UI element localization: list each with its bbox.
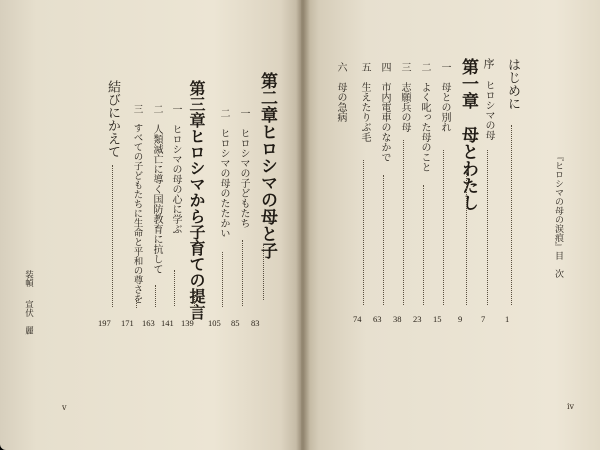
toc-entry-ch3-3[interactable]: 三 すべての子どもたちに生命と平和の尊さを (131, 104, 143, 304)
leader-dots (222, 252, 223, 307)
leader-dots (487, 150, 488, 305)
credit-name: 宣伏 (23, 300, 34, 317)
leader-dots (136, 300, 137, 308)
chapter1-page: 9 (458, 314, 463, 324)
chapter3-label: 第三章 (187, 80, 206, 128)
chapter2-label: 第二章 (257, 72, 277, 123)
toc-entry-ch1-4[interactable]: 四 市内電車のなかで (379, 62, 390, 162)
ch3-2-page: 163 (142, 318, 155, 328)
ch1-3-page: 38 (393, 314, 402, 324)
toc-entry-ch1-6[interactable]: 六 母の急病 (335, 62, 346, 122)
ch1-1-page: 15 (433, 314, 442, 324)
leader-dots (263, 245, 264, 300)
chapter1-title: 母とわたし (458, 126, 478, 211)
leader-dots (155, 285, 156, 307)
toc-entry-ch1-3[interactable]: 三 志願兵の母 (399, 62, 410, 132)
chapter2-heading (258, 72, 275, 259)
credit-suffix: 麗 (23, 326, 34, 335)
toc-entry-ch2-2[interactable]: 二 ヒロシマの母のたたかい (218, 108, 229, 238)
ch2-2-page: 105 (208, 318, 221, 328)
ch3-1-page: 141 (161, 318, 174, 328)
leader-dots (383, 175, 384, 305)
chapter3-page: 139 (181, 318, 194, 328)
chapter2-page: 83 (251, 318, 260, 328)
toc-entry-hajimeni[interactable]: はじめに (505, 58, 520, 110)
right-page (301, 0, 600, 450)
leader-dots (403, 140, 404, 305)
jo-page: 7 (481, 314, 486, 324)
leader-dots (466, 172, 467, 305)
ch1-5-page: 74 (353, 314, 362, 324)
right-folio: iv (567, 402, 575, 411)
toc-entry-closing[interactable]: 結びにかえて (105, 80, 120, 158)
credit-label: 装幀 (23, 270, 34, 287)
closing-page: 197 (98, 318, 111, 328)
ch2-1-page: 85 (231, 318, 240, 328)
leader-dots (194, 292, 195, 306)
toc-entry-ch1-2[interactable]: 二 よく叱った母のこと (419, 62, 430, 172)
toc-entry-ch2-1[interactable]: 一 ヒロシマの子どもたち (238, 108, 249, 228)
chapter1-heading (459, 58, 476, 211)
leader-dots (174, 270, 175, 306)
leader-dots (363, 160, 364, 305)
hajimeni-page: 1 (505, 314, 510, 324)
toc-entry-ch1-5[interactable]: 五 生えたりぶ毛 (359, 62, 370, 142)
leader-dots (242, 240, 243, 306)
ch3-3-page: 171 (121, 318, 134, 328)
ch1-2-page: 23 (413, 314, 422, 324)
book-title: 『ヒロシマの母の涙痕』目 次 (553, 152, 563, 278)
leader-dots (511, 125, 512, 305)
leader-dots (443, 150, 444, 305)
ch1-4-page: 63 (373, 314, 382, 324)
leader-dots (423, 185, 424, 305)
toc-entry-ch1-1[interactable]: 一 母との別れ (439, 62, 450, 132)
chapter3-heading (188, 80, 204, 320)
left-folio: v (62, 403, 67, 412)
chapter1-label: 第一章 (458, 58, 478, 109)
toc-entry-ch3-2[interactable]: 二 人類滅亡に導く国防教育に抗して (151, 104, 162, 274)
chapter2-title: ヒロシマの母と子 (257, 123, 277, 259)
chapter3-title: ヒロシマから子育ての提言 (187, 128, 206, 320)
leader-dots (112, 165, 113, 307)
jo-label: 序 (482, 58, 495, 69)
toc-entry-jo[interactable]: ヒロシマの母 (483, 80, 494, 140)
toc-entry-ch3-1[interactable]: 一 ヒロシマの母の心に学ぶ (170, 104, 181, 234)
book-gutter-shadow (296, 0, 310, 450)
